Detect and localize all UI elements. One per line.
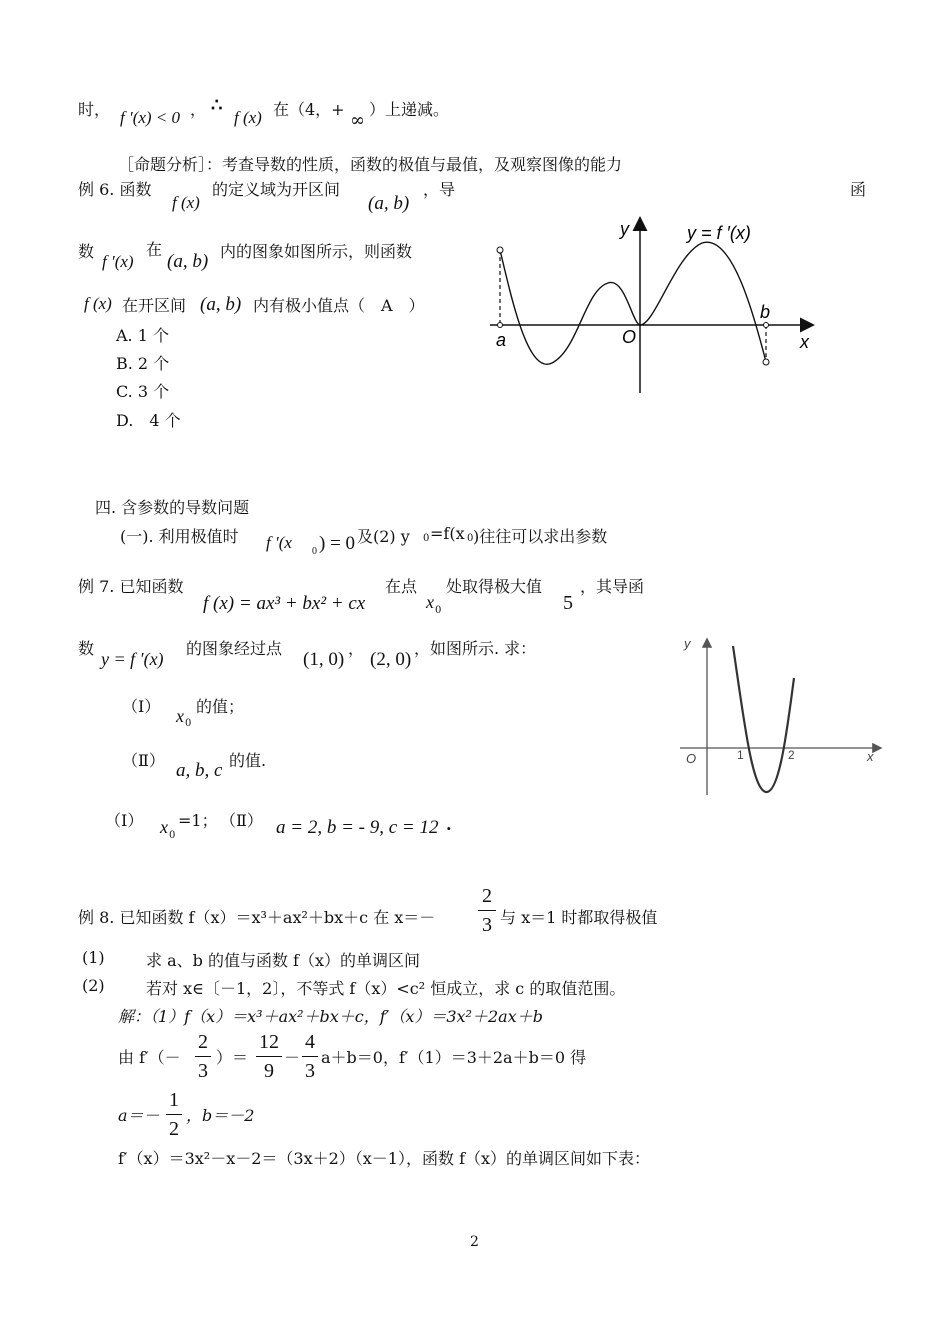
frac-bar [256, 1056, 282, 1057]
ex7-yfp: y = f ′(x) [101, 649, 164, 669]
graph-curve-label: y = f ′(x) [687, 223, 751, 243]
ex6-rest: 内的图象如图所示，则函数 [220, 242, 413, 261]
ex7-x0-sub: 0 [435, 605, 442, 616]
ex8-sol3-frac [166, 1088, 182, 1141]
ex6-heading: 例 6. 函数 [78, 180, 152, 199]
ex6-domain-text: 的定义域为开区间 [212, 180, 341, 199]
ex7-q2-label: （Ⅱ） [122, 751, 165, 770]
ex7-comma: ， [348, 639, 365, 658]
ex6-option-d: D. 4 个 [116, 411, 181, 430]
ex7-maxval: 处取得极大值 [446, 577, 543, 596]
ex6-han: 函 [850, 180, 867, 199]
sub-text-c: =f(x [430, 524, 465, 543]
ex7-q2-text: 的值. [229, 751, 267, 770]
text-shi: 时， [78, 100, 111, 119]
ex6-derivative-graph [470, 205, 850, 405]
ex8-sol2-frac3 [302, 1030, 318, 1083]
graph-origin-label: O [686, 751, 697, 766]
ex7-q1-label: （Ⅰ） [122, 697, 161, 716]
infinity-symbol: ∞ [350, 110, 365, 131]
ex8-fraction [478, 884, 496, 937]
frac-num: 4 [305, 1031, 315, 1053]
frac-num: 2 [482, 885, 492, 907]
ex7-p2: (2, 0) [370, 649, 412, 670]
sub-math-subscript: 0 [312, 546, 317, 557]
ex6-math-ab3: (a, b) [200, 294, 242, 315]
sub-text-c-sub: 0 [467, 533, 474, 544]
text-comma: ， [190, 100, 207, 119]
math-fx: f (x) [234, 108, 262, 127]
ex6-dao: ，导 [423, 180, 456, 199]
ex8-item2: 若对 x∈〔－1，2〕，不等式 f（x）<c² 恒成立，求 c 的取值范围。 [146, 979, 626, 998]
ex6-option-b: B. 2 个 [116, 354, 170, 373]
frac-den: 2 [169, 1118, 179, 1140]
ex8-sol3-a: a＝－ [118, 1106, 160, 1125]
parabola-curve [733, 646, 794, 792]
ex6-zai: 在 [146, 240, 163, 259]
ex6-option-a: A. 1 个 [116, 326, 169, 345]
frac-den: 3 [482, 914, 492, 936]
ex7-ans1-sub: 0 [169, 830, 176, 841]
sub-text-b: 及(2) y [357, 527, 410, 546]
ex8-item2-num: (2) [82, 976, 105, 995]
ex7-x0: x [426, 592, 434, 612]
frac-bar [478, 910, 496, 911]
frac-num: 2 [198, 1031, 208, 1053]
sub-text-a: (一). 利用极值时 [120, 527, 239, 546]
ex8-heading: 例 8. 已知函数 f（x）＝x³＋ax²＋bx＋c 在 x＝－ [78, 908, 436, 927]
ex6-zaikai: 在开区间 [122, 296, 187, 315]
ex8-tail: 与 x＝1 时都取得极值 [500, 908, 658, 927]
point-a-axis [498, 323, 503, 328]
sub-math-eq: ) = 0 [319, 533, 356, 554]
graph-origin-label: O [622, 327, 637, 347]
ex7-shu: 数 [78, 639, 95, 658]
graph-y-label: y [684, 636, 691, 651]
ex8-solution-4: f′（x）＝3x²－x－2＝（3x＋2）（x－1），函数 f（x）的单调区间如下表： [118, 1149, 651, 1168]
frac-den: 3 [305, 1060, 315, 1082]
ex7-q2-abc: a, b, c [176, 760, 223, 781]
frac-bar [166, 1114, 182, 1115]
frac-den: 9 [264, 1060, 274, 1082]
ex7-five: 5 [563, 592, 573, 614]
graph-x-label: x [800, 332, 809, 352]
ex7-formula: f (x) = ax³ + bx² + cx [203, 593, 366, 614]
ex7-ans1-label: （Ⅰ） [105, 811, 144, 830]
ex6-math-fx2: f (x) [84, 294, 112, 313]
sub-text-d: )往往可以求出参数 [473, 527, 608, 546]
ex8-sol3-b: ，b＝－2 [186, 1106, 255, 1125]
frac-num: 1 [169, 1089, 179, 1111]
sub-math-fprime: f ′(x [266, 533, 292, 552]
ex6-math-ab: (a, b) [368, 193, 410, 214]
ex7-ans1-x: x [160, 817, 168, 837]
therefore-symbol: ∴ [211, 95, 223, 116]
graph-tick-2: 2 [788, 748, 795, 762]
ex6-question: 内有极小值点（ A ） [253, 296, 425, 315]
page-number: 2 [470, 1234, 479, 1250]
ex6-math-ab2: (a, b) [167, 251, 209, 272]
ex8-sol2-frac2 [256, 1030, 282, 1083]
ex7-p1: (1, 0) [303, 649, 345, 670]
ex7-pass: 的图象经过点 [186, 639, 283, 658]
ex8-sol2-b: ）＝ [216, 1048, 249, 1067]
ex7-asfig: ，如图所示. 求： [414, 639, 537, 658]
ex7-parabola-graph [672, 630, 890, 802]
ex8-sol2-d: a＋b＝0，f′（1）＝3＋2a＋b＝0 得 [321, 1048, 587, 1067]
graph-a-label: a [496, 330, 507, 350]
ex8-item1: 求 a、b 的值与函数 f（x）的单调区间 [146, 951, 420, 970]
text-decreasing: ）上递减。 [369, 100, 450, 119]
section-4-title: 四. 含参数的导数问题 [95, 498, 250, 517]
ex8-sol2-a: 由 f′（－ [118, 1048, 181, 1067]
ex7-ans2: a = 2, b = - 9, c = 12 [276, 817, 439, 838]
ex7-q1-sub: 0 [185, 718, 192, 729]
ex6-math-fx: f (x) [172, 193, 200, 212]
open-point-b [763, 359, 769, 365]
analysis-note: ［命题分析］：考查导数的性质，函数的极值与最值，及观察图像的能力 [118, 155, 623, 174]
point-b-axis [764, 323, 769, 328]
ex7-heading: 例 7. 已知函数 [78, 577, 184, 596]
ex7-q1-text: 的值； [196, 697, 245, 716]
ex7-q1-x: x [176, 706, 184, 726]
ex7-ans2-label: （Ⅱ） [220, 811, 263, 830]
ex6-shu: 数 [78, 242, 95, 261]
frac-bar [302, 1056, 318, 1057]
ex8-solution-1: 解：（1）f（x）＝x³＋ax²＋bx＋c，f′（x）＝3x²＋2ax＋b [118, 1007, 543, 1026]
ex8-item1-num: (1) [82, 948, 105, 967]
text-interval: 在（4，+ [273, 100, 345, 119]
graph-b-label: b [760, 302, 771, 322]
sub-text-b-sub: 0 [423, 533, 430, 544]
graph-tick-1: 1 [737, 748, 744, 762]
graph-y-label: y [620, 219, 629, 239]
frac-den: 3 [198, 1060, 208, 1082]
ex7-ans-dot: . [446, 815, 452, 834]
ex7-daohan: ，其导函 [580, 577, 645, 596]
ex7-ans1-val: =1； [178, 811, 218, 830]
graph-x-label: x [867, 749, 874, 764]
ex8-sol2-c: － [284, 1048, 301, 1067]
open-point-a [497, 247, 503, 253]
frac-num: 12 [259, 1031, 279, 1053]
ex6-option-c: C. 3 个 [116, 382, 170, 401]
ex8-sol2-frac1 [195, 1030, 211, 1083]
frac-bar [195, 1056, 211, 1057]
ex7-zaidian: 在点 [385, 577, 418, 596]
math-fprime-neg: f ′(x) < 0 [120, 108, 181, 127]
ex6-math-fprime: f ′(x) [102, 252, 134, 271]
